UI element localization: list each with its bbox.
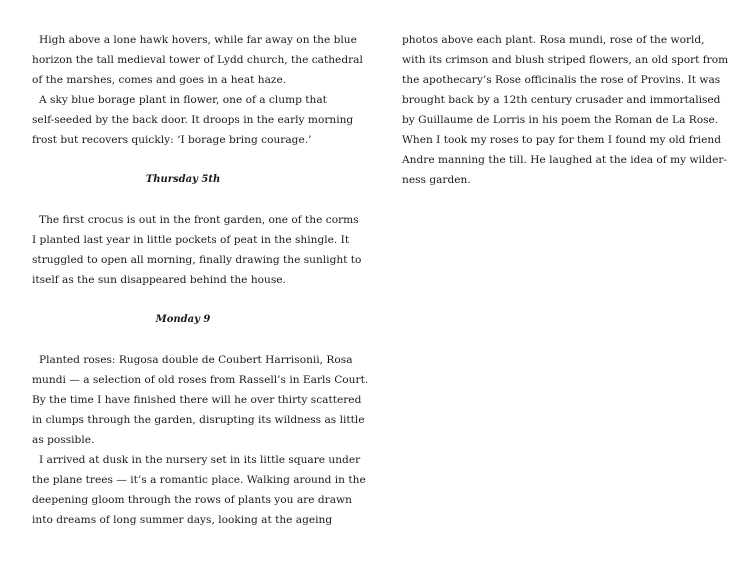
text-line: frost but recovers quickly: ‘I borage bring courage.’ [32, 134, 312, 146]
text-line: Planted roses: Rugosa double de Coubert Harrisonii, Rosa [39, 354, 353, 366]
spacer [32, 190, 334, 210]
text-line: struggled to open all morning, finally drawing the sunlight to [32, 254, 362, 266]
text-line: by Guillaume de Lorris in his poem the Roman de La Rose. [402, 114, 719, 126]
text-line: A sky blue borage plant in flower, one of a clump that [39, 94, 327, 106]
text-line: as possible. [32, 434, 95, 446]
text-line: High above a lone hawk hovers, while far away on the blue [39, 34, 357, 46]
date-heading-monday: Monday 9 [155, 314, 211, 325]
right-column [402, 30, 729, 190]
text-line: brought back by a 12th century crusader and immortalised [402, 94, 721, 106]
text-line: mundi — a selection of old roses from Rassell’s in Earls Court. [32, 374, 369, 386]
paragraph-nursery [32, 450, 366, 530]
date-heading-thursday: Thursday 5th [145, 174, 221, 185]
spacer [32, 330, 334, 350]
text-line: horizon the tall medieval tower of Lydd church, the cathedral [32, 54, 363, 66]
paragraph-rosa-mundi [402, 30, 729, 190]
spacer [32, 290, 334, 310]
paragraph-crocus [32, 210, 362, 290]
text-line: into dreams of long summer days, looking at the ageing [32, 514, 333, 526]
text-line: I arrived at dusk in the nursery set in its little square under [39, 454, 361, 466]
text-line: the apothecary’s Rose officinalis the rose of Provins. It was [402, 74, 721, 86]
text-line: The first crocus is out in the front garden, one of the corms [39, 214, 359, 226]
text-line: When I took my roses to pay for them I found my old friend [402, 134, 722, 146]
text-line: photos above each plant. Rosa mundi, rose of the world, [402, 34, 705, 46]
text-line: Andre manning the till. He laughed at the idea of my wilder- [402, 154, 728, 166]
text-line: By the time I have finished there will he over thirty scattered [32, 394, 362, 406]
text-line: of the marshes, comes and goes in a heat haze. [32, 74, 287, 86]
paragraph-hawk [32, 30, 363, 90]
text-line: I planted last year in little pockets of peat in the shingle. It [32, 234, 350, 246]
paragraph-borage [32, 90, 354, 150]
text-line: ness garden. [402, 174, 471, 186]
text-line: with its crimson and blush striped flowers, an old sport from [402, 54, 729, 66]
text-line: itself as the sun disappeared behind the house. [32, 274, 286, 286]
paragraph-roses [32, 350, 369, 450]
text-line: self-seeded by the back door. It droops in the early morning [32, 114, 354, 126]
left-column [32, 30, 369, 530]
text-line: in clumps through the garden, disrupting its wildness as little [32, 414, 365, 426]
spacer [32, 150, 334, 170]
text-line: the plane trees — it’s a romantic place. Walking around in the [32, 474, 366, 486]
text-line: deepening gloom through the rows of plants you are drawn [32, 494, 352, 506]
